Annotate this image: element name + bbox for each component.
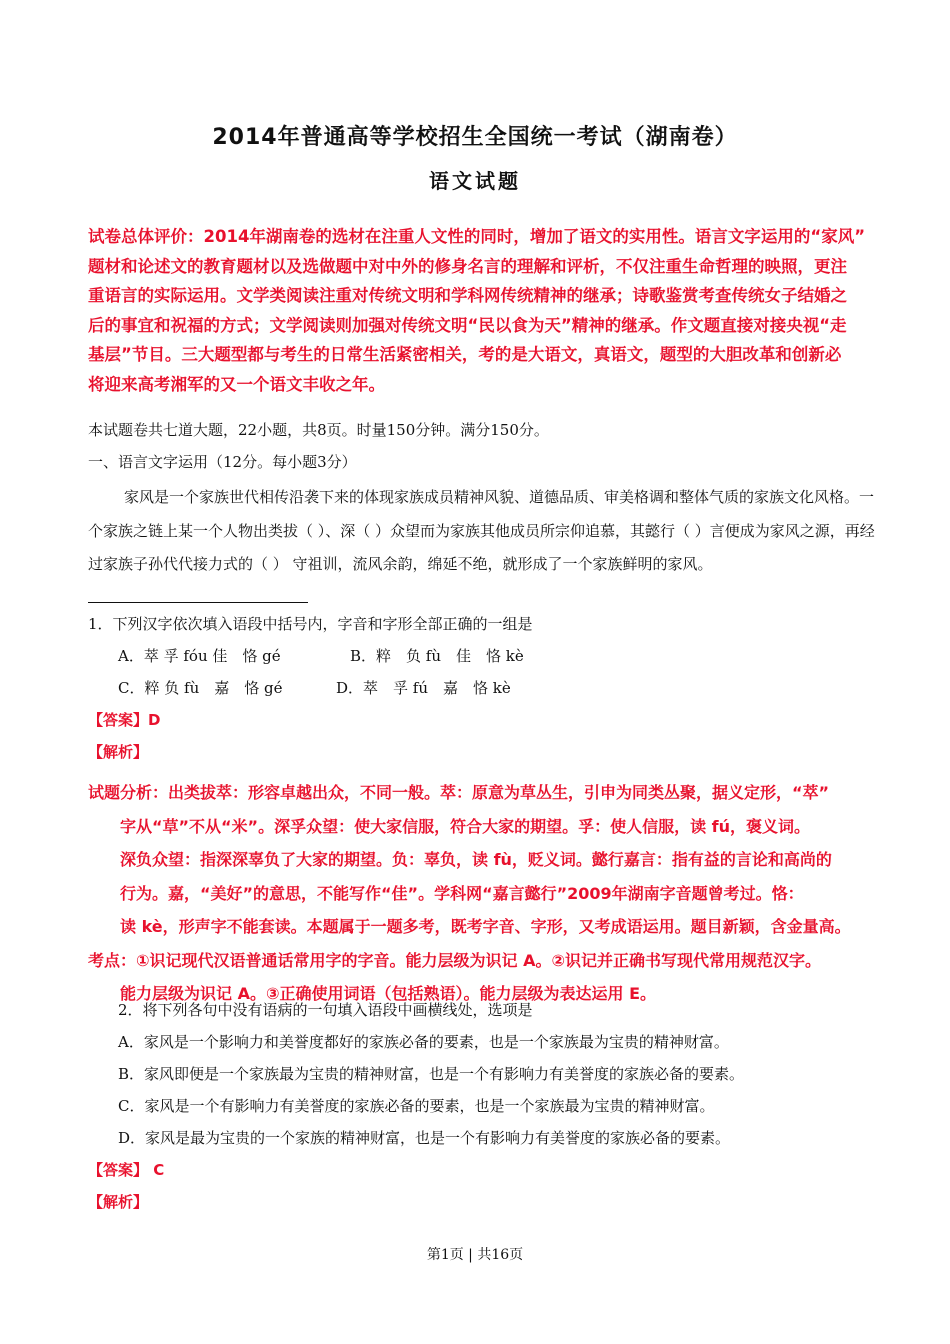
analysis-line: 读 kè，形声字不能套读。本题属于一题多考，既考字音、字形，又考成语运用。题目新颖，含金量高。 — [120, 917, 851, 936]
analysis-label: 【解析】 — [88, 1193, 149, 1211]
paper-evaluation — [88, 222, 878, 399]
evaluation-line: 题材和论述文的教育题材以及选做题中对中外的修身名言的理解和评析，不仅注重生命哲理的映照，更注 — [88, 256, 847, 276]
question-2 — [88, 994, 878, 1218]
option-d: D．萃 孚 fú 嘉 恪 kè — [336, 679, 511, 697]
exam-intro — [88, 414, 878, 478]
page-footer: 第1页 | 共16页 — [426, 1247, 524, 1263]
option-b: B．粹 负 fù 佳 恪 kè — [350, 647, 524, 665]
document-subtitle: 语文试题 — [429, 169, 521, 193]
option-d: D．家风是最为宝贵的一个家族的精神财富，也是一个有影响力有美誉度的家族必备的要素。 — [118, 1129, 731, 1147]
option-a: A．萃 孚 fóu 佳 恪 gé — [118, 647, 281, 665]
analysis-line: 行为。嘉，“美好”的意思，不能写作“佳”。学科网“嘉言懿行”2009年湖南字音题曾考过。恪： — [120, 883, 804, 903]
option-a: A．家风是一个影响力和美誉度都好的家族必备的要素，也是一个家族最为宝贵的精神财富。 — [118, 1033, 729, 1051]
option-c: C．粹 负 fù 嘉 恪 gé — [118, 679, 283, 697]
passage-body: 家风是一个家族世代相传沿袭下来的体现家族成员精神风貌、道德品质、审美格调和整体气质的家族文化风格。一个家族之链上某一个人物出类拔（ ）、深（ ）众望而为家族其他成员所宗仰追慕，其懿行（ ）言便成为家风之源，再经过家族子孙代代接力式的（ ） 守祖训，流风余韵，绵延不绝，就形成了一个家族鲜明的家风。 — [88, 488, 875, 573]
evaluation-line: 试卷总体评价：2014年湖南卷的选材在注重人文性的同时，增加了语文的实用性。语言文字运用的“家风” — [88, 227, 866, 246]
options-row — [88, 640, 878, 672]
analysis-line: 字从“草”不从“米”。深孚众望：使大家信服，符合大家的期望。孚：使人信服，读 fú，褒义词。 — [120, 816, 810, 836]
document-title: 2014年普通高等学校招生全国统一考试（湖南卷） — [212, 125, 738, 150]
kaodian-line: 能力层级为识记 A。③正确使用词语（包括熟语）。能力层级为表达运用 E。 — [120, 984, 657, 1003]
analysis-line: 深负众望：指深深辜负了大家的期望。负：辜负，读 fù，贬义词。懿行嘉言：指有益的言论和高尚的 — [120, 850, 832, 869]
passage-blank — [88, 584, 308, 603]
question-1 — [88, 608, 878, 768]
analysis-block — [88, 776, 888, 1011]
passage-text — [88, 481, 878, 615]
exam-info: 本试题卷共七道大题，22小题，共8页。时量150分钟。满分150分。 — [88, 421, 549, 439]
answer-label: 【答案】 C — [88, 1161, 165, 1179]
option-b: B．家风即便是一个家族最为宝贵的精神财富，也是一个有影响力有美誉度的家族必备的要素。 — [118, 1065, 745, 1083]
options-row — [88, 672, 878, 704]
question-stem: 1．下列汉字依次填入语段中括号内，字音和字形全部正确的一组是 — [88, 615, 533, 633]
evaluation-line: 将迎来高考湘军的又一个语文丰收之年。 — [88, 374, 385, 394]
option-c: C．家风是一个有影响力有美誉度的家族必备的要素，也是一个家族最为宝贵的精神财富。 — [118, 1097, 715, 1115]
question-stem: 2．将下列各句中没有语病的一句填入语段中画横线处，选项是 — [118, 1001, 533, 1019]
kaodian-line: 考点：①识记现代汉语普通话常用字的字音。能力层级为识记 A。②识记并正确书写现代常用规范汉字。 — [88, 950, 822, 970]
evaluation-line: 重语言的实际运用。文学类阅读注重对传统文明和学科网传统精神的继承；诗歌鉴赏考查传统女子结婚之 — [88, 286, 847, 305]
answer-label: 【答案】D — [88, 711, 161, 729]
analysis-line: 试题分析：出类拔萃：形容卓越出众，不同一般。萃：原意为草丛生，引申为同类丛聚，据义定形，“萃” — [88, 783, 830, 802]
evaluation-line: 后的事宜和祝福的方式；文学阅读则加强对传统文明“民以食为天”精神的继承。作文题直接对接央视“走 — [88, 315, 847, 335]
evaluation-line: 基层”节目。三大题型都与考生的日常生活紧密相关，考的是大语文，真语文，题型的大胆改革和创新必 — [88, 345, 842, 364]
section-heading: 一、语言文字运用（12分。每小题3分） — [88, 453, 357, 471]
analysis-label: 【解析】 — [88, 743, 149, 761]
